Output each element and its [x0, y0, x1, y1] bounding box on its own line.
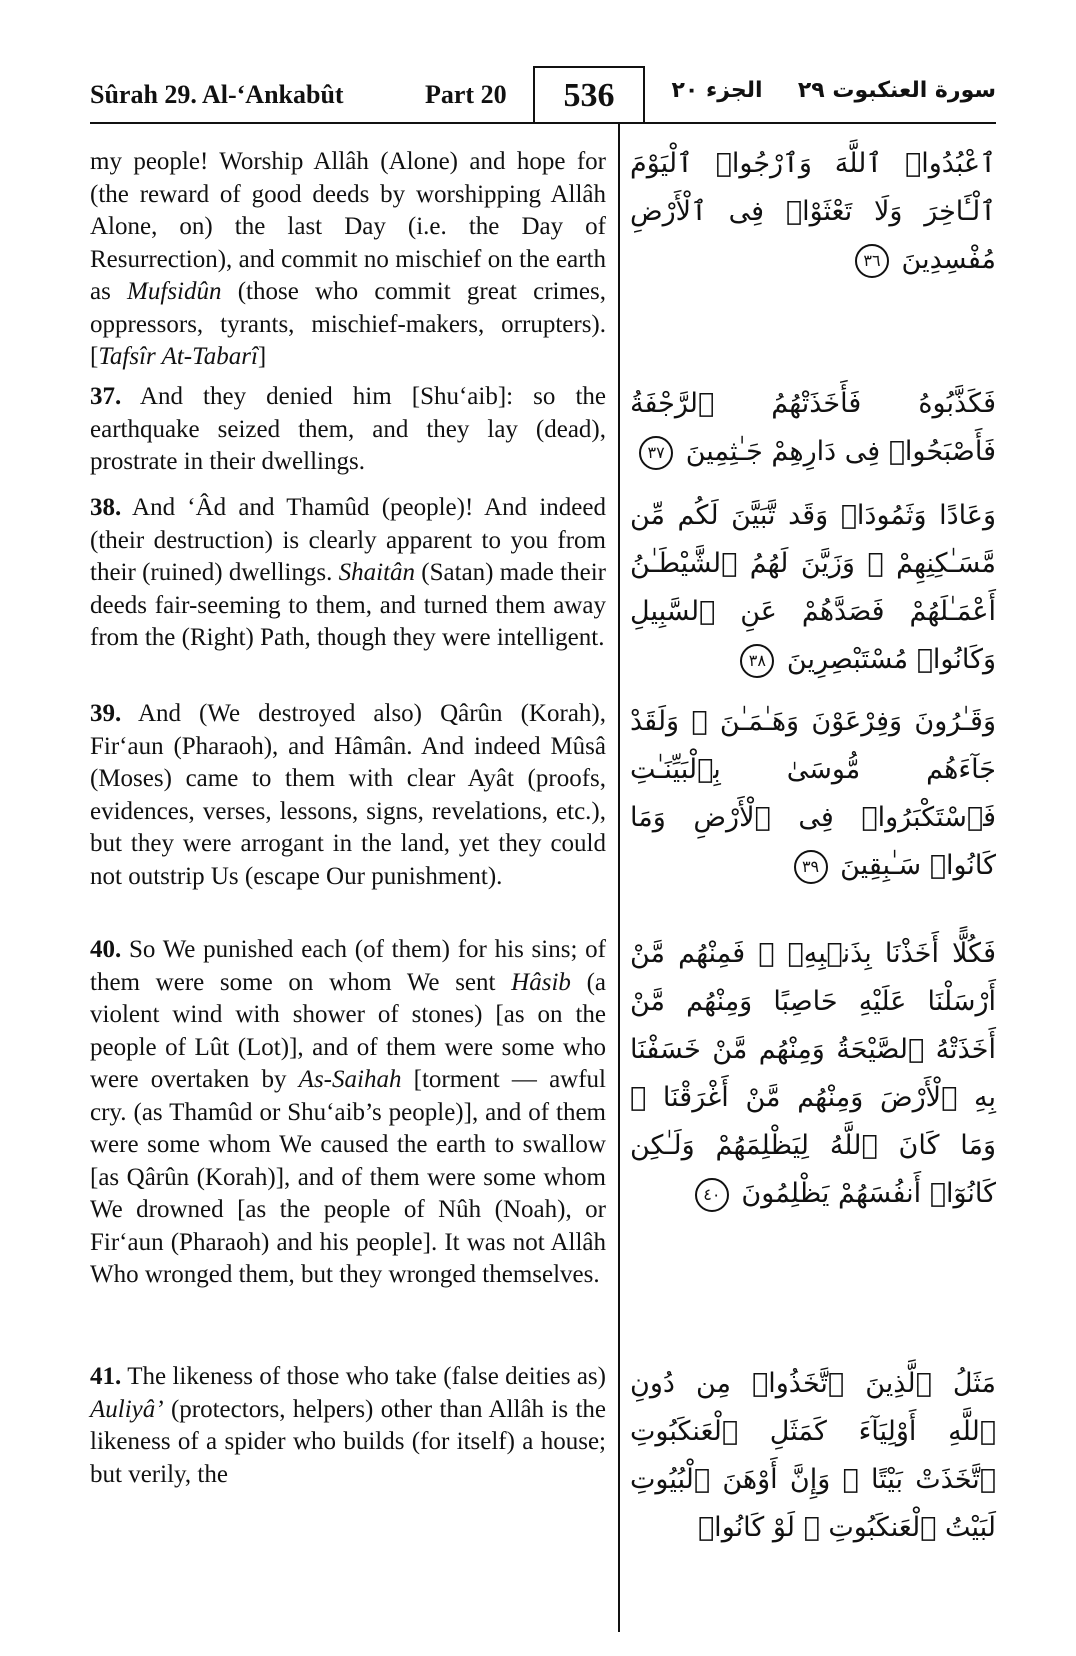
arabic-verse-38: وَعَادًا وَثَمُودَا۟ وَقَد تَّبَيَّنَ لَكُم مِّن مَّسَـٰكِنِهِمْ ۖ وَزَيَّنَ لَهُمُ ٱلشَّيْطَـٰنُ أَعْمَـٰلَهُمْ فَصَدَّهُمْ عَنِ ٱلسَّبِيلِ وَكَانُوا۟ مُسْتَبْصِرِينَ ٣٨ — [630, 492, 996, 684]
ayah-number-mark: ٣٨ — [740, 644, 774, 678]
english-translation-39: 39. And (We destroyed also) Qârûn (Korah), Fir‘aun (Pharaoh), and Hâmân. And indeed Mûsâ (Moses) came to them with clear Ayât (proofs, evidences, verses, lessons, signs, revelations, etc.), but they were arrogant in the land, yet they could not outstrip Us (escape Our punishment). — [90, 700, 606, 890]
arabic-verse-39: وَقَـٰرُونَ وَفِرْعَوْنَ وَهَـٰمَـٰنَ ۖ وَلَقَدْ جَآءَهُم مُّوسَىٰ بِٱلْبَيِّنَـٰتِ فَٱسْتَكْبَرُوا۟ فِى ٱلْأَرْضِ وَمَا كَانُوا۟ سَـٰبِقِينَ ٣٩ — [630, 698, 996, 890]
ayah-number-mark: ٣٧ — [639, 436, 673, 470]
english-translation-41: 41. The likeness of those who take (false deities as) Auliyâ’ (protectors, helpers) other than Allâh is the likeness of a spider who builds (for itself) a house; but verily, the — [90, 1363, 606, 1488]
english-translation-38: 38. And ‘Âd and Thamûd (people)! And indeed (their destruction) is clearly apparent to you from their (ruined) dwellings. Shaitân (Satan) made their deeds fair-seeming to them, and turned them away from the (Right) Path, though they were intelligent. — [90, 494, 606, 651]
arabic-verse-36: ٱعْبُدُوا۟ ٱللَّهَ وَٱرْجُوا۟ ٱلْيَوْمَ ٱلْـَٔاخِرَ وَلَا تَعْثَوْا۟ فِى ٱلْأَرْضِ مُفْسِدِينَ ٣٦ — [630, 140, 996, 284]
english-translation-40: 40. So We punished each (of them) for his sins; of them were some on whom We sent Hâsib (a violent wind with shower of stones) [as on the people of Lût (Lot)], and of them were some who were overtaken by As-Saihah [torment — awful cry. (as Thamûd or Shu‘aib’s people)], and of them were some whom We caused the earth to swallow [as Qârûn (Korah)], and of them were some whom We drowned [as the people of Nûh (Noah), or Fir‘aun (Pharaoh) and his people]. It was not Allâh Who wronged them, but they wronged themselves. — [90, 936, 606, 1288]
ayah-number-mark: ٣٩ — [794, 850, 828, 884]
ayah-number-mark: ٣٦ — [855, 244, 889, 278]
arabic-verse-41: مَثَلُ ٱلَّذِينَ ٱتَّخَذُوا۟ مِن دُونِ ٱللَّهِ أَوْلِيَآءَ كَمَثَلِ ٱلْعَنكَبُوتِ ٱتَّخَذَتْ بَيْتًا ۖ وَإِنَّ أَوْهَنَ ٱلْبُيُوتِ لَبَيْتُ ٱلْعَنكَبُوتِ ۖ لَوْ كَانُوا۟ — [630, 1368, 996, 1543]
arabic-verse-40: فَكُلًّا أَخَذْنَا بِذَنۢبِهِۦ ۖ فَمِنْهُم مَّنْ أَرْسَلْنَا عَلَيْهِ حَاصِبًا وَمِنْهُم مَّنْ أَخَذَتْهُ ٱلصَّيْحَةُ وَمِنْهُم مَّنْ خَسَفْنَا بِهِ ٱلْأَرْضَ وَمِنْهُم مَّنْ أَغْرَقْنَا ۚ وَمَا كَانَ ٱللَّهُ لِيَظْلِمَهُمْ وَلَـٰكِن كَانُوٓا۟ أَنفُسَهُمْ يَظْلِمُونَ ٤٠ — [630, 930, 996, 1218]
arabic-verse-37: فَكَذَّبُوهُ فَأَخَذَتْهُمُ ٱلرَّجْفَةُ فَأَصْبَحُوا۟ فِى دَارِهِمْ جَـٰثِمِينَ ٣٧ — [630, 380, 996, 476]
english-translation-37: 37. And they denied him [Shu‘aib]: so the earthquake seized them, and they lay (dead), prostrate in their dwellings. — [90, 383, 606, 475]
page-number: 536 — [533, 66, 645, 122]
page-header — [90, 70, 996, 124]
english-translation-36: my people! Worship Allâh (Alone) and hope for (the reward of good deeds by worshipping Allâh Alone, on) the last Day (i.e. the Day of Resurrection), and commit no mischief on the earth as Mufsidûn (those who commit great crimes, oppressors, tyrants, mischief-makers, orrupters). [Tafsîr At-Tabarî] — [90, 148, 606, 370]
surah-title-ar: سورة العنكبوت ٢٩ — [797, 78, 996, 103]
surah-title-en: Sûrah 29. Al-‘Ankabût — [90, 80, 344, 109]
column-divider — [618, 122, 620, 1632]
juz-label-ar: الجزء ٢٠ — [671, 78, 763, 103]
ayah-number-mark: ٤٠ — [695, 1178, 729, 1212]
part-label-en: Part 20 — [425, 80, 507, 109]
